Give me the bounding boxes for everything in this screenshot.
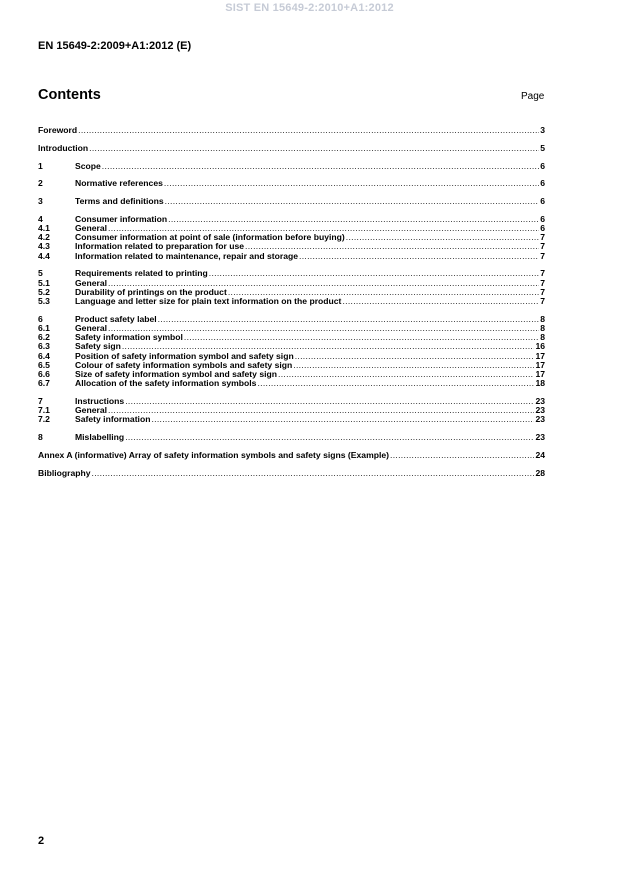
toc-leader xyxy=(125,433,534,442)
toc-leader xyxy=(346,233,539,242)
toc-title: Colour of safety information symbols and safety sign xyxy=(75,359,293,370)
toc-number: 6.5 xyxy=(38,359,50,370)
toc-number: 5.2 xyxy=(38,286,50,297)
toc-leader xyxy=(257,379,534,388)
toc-page: 23 xyxy=(535,414,545,425)
toc-number: 7.1 xyxy=(38,405,50,416)
toc-leader xyxy=(78,126,539,135)
toc-title: Language and letter size for plain text information on the product xyxy=(75,296,342,306)
toc-title: Annex A (informative) Array of safety information symbols and safety signs (Example) xyxy=(38,449,389,460)
toc-leader xyxy=(92,469,535,478)
toc-entry-bibliography[interactable] xyxy=(38,469,545,478)
toc-title: Safety information xyxy=(75,414,151,425)
toc-title: Durability of printings on the product xyxy=(75,286,227,297)
toc-page: 7 xyxy=(540,250,545,261)
toc-leader xyxy=(164,179,539,188)
toc-page: 17 xyxy=(535,368,545,379)
toc-number: 6.1 xyxy=(38,322,50,333)
toc-title: Size of safety information symbol and safety sign xyxy=(75,368,277,379)
toc-page: 5 xyxy=(540,142,545,153)
toc-page: 6 xyxy=(540,178,545,189)
toc-page: 16 xyxy=(535,341,545,352)
toc-page: 8 xyxy=(540,322,545,333)
toc-title: Requirements related to printing xyxy=(75,268,208,279)
toc-leader xyxy=(278,370,534,379)
toc-title: Safety sign xyxy=(75,341,121,352)
toc-title: General xyxy=(75,405,108,416)
toc-number: 8 xyxy=(38,432,43,443)
toc-leader xyxy=(102,162,539,171)
toc-page: 7 xyxy=(540,277,545,288)
toc-entry[interactable] xyxy=(38,162,545,171)
toc-leader xyxy=(108,406,534,415)
toc-number: 5 xyxy=(38,268,43,279)
toc-title: Instructions xyxy=(75,395,125,406)
toc-page: 7 xyxy=(540,286,545,297)
toc-number: 7 xyxy=(38,395,43,406)
toc-title: Information related to preparation for use xyxy=(75,241,245,252)
toc-page: 6 xyxy=(540,196,545,207)
toc-leader xyxy=(295,352,535,361)
toc-page: 8 xyxy=(540,313,545,324)
toc-entry[interactable] xyxy=(38,379,545,388)
toc-number: 4.3 xyxy=(38,241,50,252)
toc-page: 28 xyxy=(535,467,545,478)
toc-number: 5.3 xyxy=(38,296,50,306)
toc-entry[interactable] xyxy=(38,269,545,278)
toc-page: 7 xyxy=(540,232,545,243)
toc-number: 6.4 xyxy=(38,350,50,361)
toc-page: 17 xyxy=(535,350,545,361)
toc-page: 7 xyxy=(540,296,545,306)
toc-leader xyxy=(299,252,539,261)
toc-number: 6.2 xyxy=(38,332,50,343)
toc-number: 1 xyxy=(38,160,43,171)
toc-entry[interactable] xyxy=(38,252,545,261)
toc-number: 6.7 xyxy=(38,378,50,389)
toc-number: 4 xyxy=(38,213,43,224)
toc-number: 2 xyxy=(38,178,43,189)
toc-leader xyxy=(168,215,539,224)
toc-page: 18 xyxy=(535,378,545,389)
toc-page: 3 xyxy=(540,125,545,135)
toc-leader xyxy=(342,297,539,306)
toc-entry[interactable] xyxy=(38,215,545,224)
toc-title: Terms and definitions xyxy=(75,196,164,207)
toc-title: Safety information symbol xyxy=(75,332,183,343)
toc-number: 6.3 xyxy=(38,341,50,352)
toc-page: 8 xyxy=(540,332,545,343)
watermark: SIST EN 15649-2:2010+A1:2012 xyxy=(225,2,394,14)
toc-page: 24 xyxy=(535,449,545,460)
toc-entry[interactable] xyxy=(38,197,545,206)
toc-page: 7 xyxy=(540,241,545,252)
toc-page: 7 xyxy=(540,268,545,279)
toc-title: Normative references xyxy=(75,178,163,189)
toc-leader xyxy=(165,197,540,206)
toc-leader xyxy=(151,415,534,424)
toc-title: Consumer information at point of sale (information before buying) xyxy=(75,232,345,243)
toc-title: Scope xyxy=(75,160,101,171)
toc-number: 4.4 xyxy=(38,250,50,261)
toc-entry-introduction[interactable] xyxy=(38,144,545,153)
toc-entry-annex-a[interactable] xyxy=(38,451,545,460)
toc-title: General xyxy=(75,277,108,288)
toc-title: Bibliography xyxy=(38,467,91,478)
page-column-label: Page xyxy=(521,91,545,102)
table-of-contents xyxy=(38,126,545,478)
toc-leader xyxy=(158,315,540,324)
toc-title: Mislabelling xyxy=(75,432,125,443)
toc-number: 4.2 xyxy=(38,232,50,243)
toc-page: 17 xyxy=(535,359,545,370)
toc-title: Product safety label xyxy=(75,313,157,324)
toc-page: 6 xyxy=(540,213,545,224)
toc-leader xyxy=(209,269,539,278)
page-number: 2 xyxy=(38,835,45,847)
toc-entry[interactable] xyxy=(38,297,545,306)
toc-entry[interactable] xyxy=(38,415,545,424)
toc-title: General xyxy=(75,322,108,333)
toc-title: General xyxy=(75,223,108,234)
toc-page: 23 xyxy=(535,405,545,416)
toc-leader xyxy=(125,397,534,406)
toc-page: 6 xyxy=(540,223,545,234)
toc-page: 23 xyxy=(535,395,545,406)
toc-title: Allocation of the safety information symbols xyxy=(75,378,257,389)
toc-entry[interactable] xyxy=(38,397,545,406)
toc-number: 6 xyxy=(38,313,43,324)
toc-number: 6.6 xyxy=(38,368,50,379)
toc-title: Foreword xyxy=(38,125,78,135)
toc-title: Information related to maintenance, repair and storage xyxy=(75,250,299,261)
toc-number: 5.1 xyxy=(38,277,50,288)
document-id: EN 15649-2:2009+A1:2012 (E) xyxy=(38,40,192,52)
toc-leader xyxy=(293,361,534,370)
toc-number: 4.1 xyxy=(38,223,50,234)
toc-entry-foreword[interactable] xyxy=(38,126,545,135)
toc-number: 7.2 xyxy=(38,414,50,425)
toc-title: Position of safety information symbol and safety sign xyxy=(75,350,294,361)
toc-page: 6 xyxy=(540,160,545,171)
toc-entry[interactable] xyxy=(38,315,545,324)
toc-entry[interactable] xyxy=(38,433,545,442)
toc-entry[interactable] xyxy=(38,179,545,188)
contents-title: Contents xyxy=(38,87,101,103)
toc-leader xyxy=(184,333,539,342)
toc-leader xyxy=(390,451,534,460)
toc-title: Consumer information xyxy=(75,213,168,224)
toc-title: Introduction xyxy=(38,142,89,153)
toc-leader xyxy=(89,144,539,153)
toc-number: 3 xyxy=(38,196,43,207)
toc-page: 23 xyxy=(535,432,545,443)
